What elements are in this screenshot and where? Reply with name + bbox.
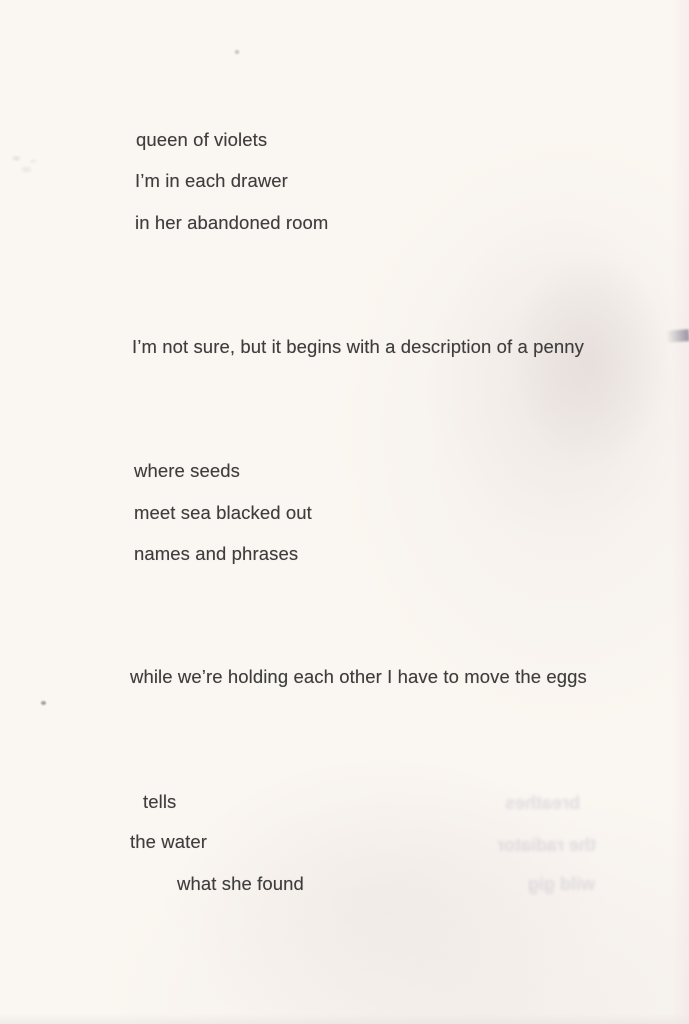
poem-line: the water <box>130 831 207 852</box>
poem-line: I’m not sure, but it begins with a description of a penny <box>132 336 585 357</box>
ink-speck <box>41 701 46 705</box>
poem-line: where seeds <box>134 460 240 481</box>
poem-line: meet sea blacked out <box>134 502 312 523</box>
showthrough-text: breathes <box>505 793 581 813</box>
showthrough-text: wild gig <box>528 874 595 894</box>
poem-line: what she found <box>177 873 304 894</box>
poem-line: queen of violets <box>136 129 268 150</box>
poem-line: while we’re holding each other I have to move the eggs <box>130 666 587 687</box>
page-edge-mark <box>665 329 689 343</box>
poem-line: in her abandoned room <box>135 212 329 233</box>
poem-line: I’m in each drawer <box>135 170 288 191</box>
showthrough-text: the radiator <box>497 835 597 855</box>
poem-line: tells <box>143 791 177 812</box>
pencil-smudge <box>6 150 40 178</box>
dust-speck <box>235 50 239 54</box>
poem-line: names and phrases <box>134 543 299 564</box>
